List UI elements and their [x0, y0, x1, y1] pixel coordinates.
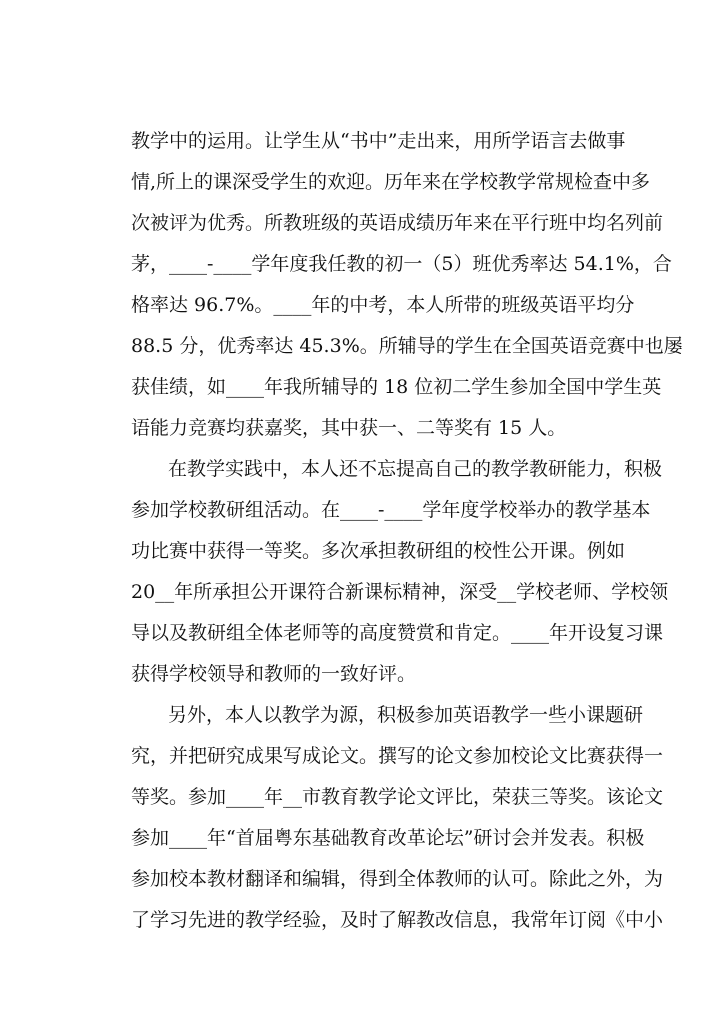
body-line-1: 教学中的运用。让学生从“书中”走出来，用所学语言去做事 — [131, 130, 626, 152]
body-line-17: 等奖。参加____年__市教育教学论文评比，荣获三等奖。该论文 — [131, 786, 664, 808]
body-line-10: 参加学校教研组活动。在____-____学年度学校举办的教学基本 — [131, 499, 651, 521]
body-line-7: 获佳绩，如____年我所辅导的 18 位初二学生参加全国中学生英 — [131, 376, 662, 398]
body-line-8: 语能力竞赛均获嘉奖，其中获一、二等奖有 15 人。 — [131, 417, 567, 439]
body-line-12: 20__年所承担公开课符合新课标精神，深受__学校老师、学校领 — [131, 581, 669, 603]
body-line-20: 了学习先进的教学经验，及时了解教改信息，我常年订阅《中小 — [131, 909, 664, 931]
body-line-6: 88.5 分，优秀率达 45.3%。所辅导的学生在全国英语竞赛中也屡 — [131, 335, 683, 357]
paragraph-2-line-1: 在教学实践中，本人还不忘提高自己的教学教研能力，积极 — [168, 458, 663, 480]
body-line-18: 参加____年“首届粤东基础教育改革论坛”研讨会并发表。积极 — [131, 827, 645, 849]
body-line-2: 情,所上的课深受学生的欢迎。历年来在学校教学常规检查中多 — [131, 171, 651, 193]
body-line-19: 参加校本教材翻译和编辑，得到全体教师的认可。除此之外，为 — [131, 868, 664, 890]
body-line-11: 功比赛中获得一等奖。多次承担教研组的校性公开课。例如 — [131, 540, 626, 562]
paragraph-3-line-1: 另外，本人以教学为源，积极参加英语教学一些小课题研 — [168, 704, 644, 726]
body-line-5: 格率达 96.7%。____年的中考，本人所带的班级英语平均分 — [131, 294, 635, 316]
body-line-14: 获得学校领导和教师的一致好评。 — [131, 663, 417, 685]
body-line-13: 导以及教研组全体老师等的高度赞赏和肯定。____年开设复习课 — [131, 622, 664, 644]
body-line-4: 茅，____-____学年度我任教的初一（5）班优秀率达 54.1%，合 — [131, 253, 672, 275]
body-line-16: 究，并把研究成果写成论文。撰写的论文参加校论文比赛获得一 — [131, 745, 664, 767]
body-line-3: 次被评为优秀。所教班级的英语成绩历年来在平行班中均名列前 — [131, 212, 664, 234]
